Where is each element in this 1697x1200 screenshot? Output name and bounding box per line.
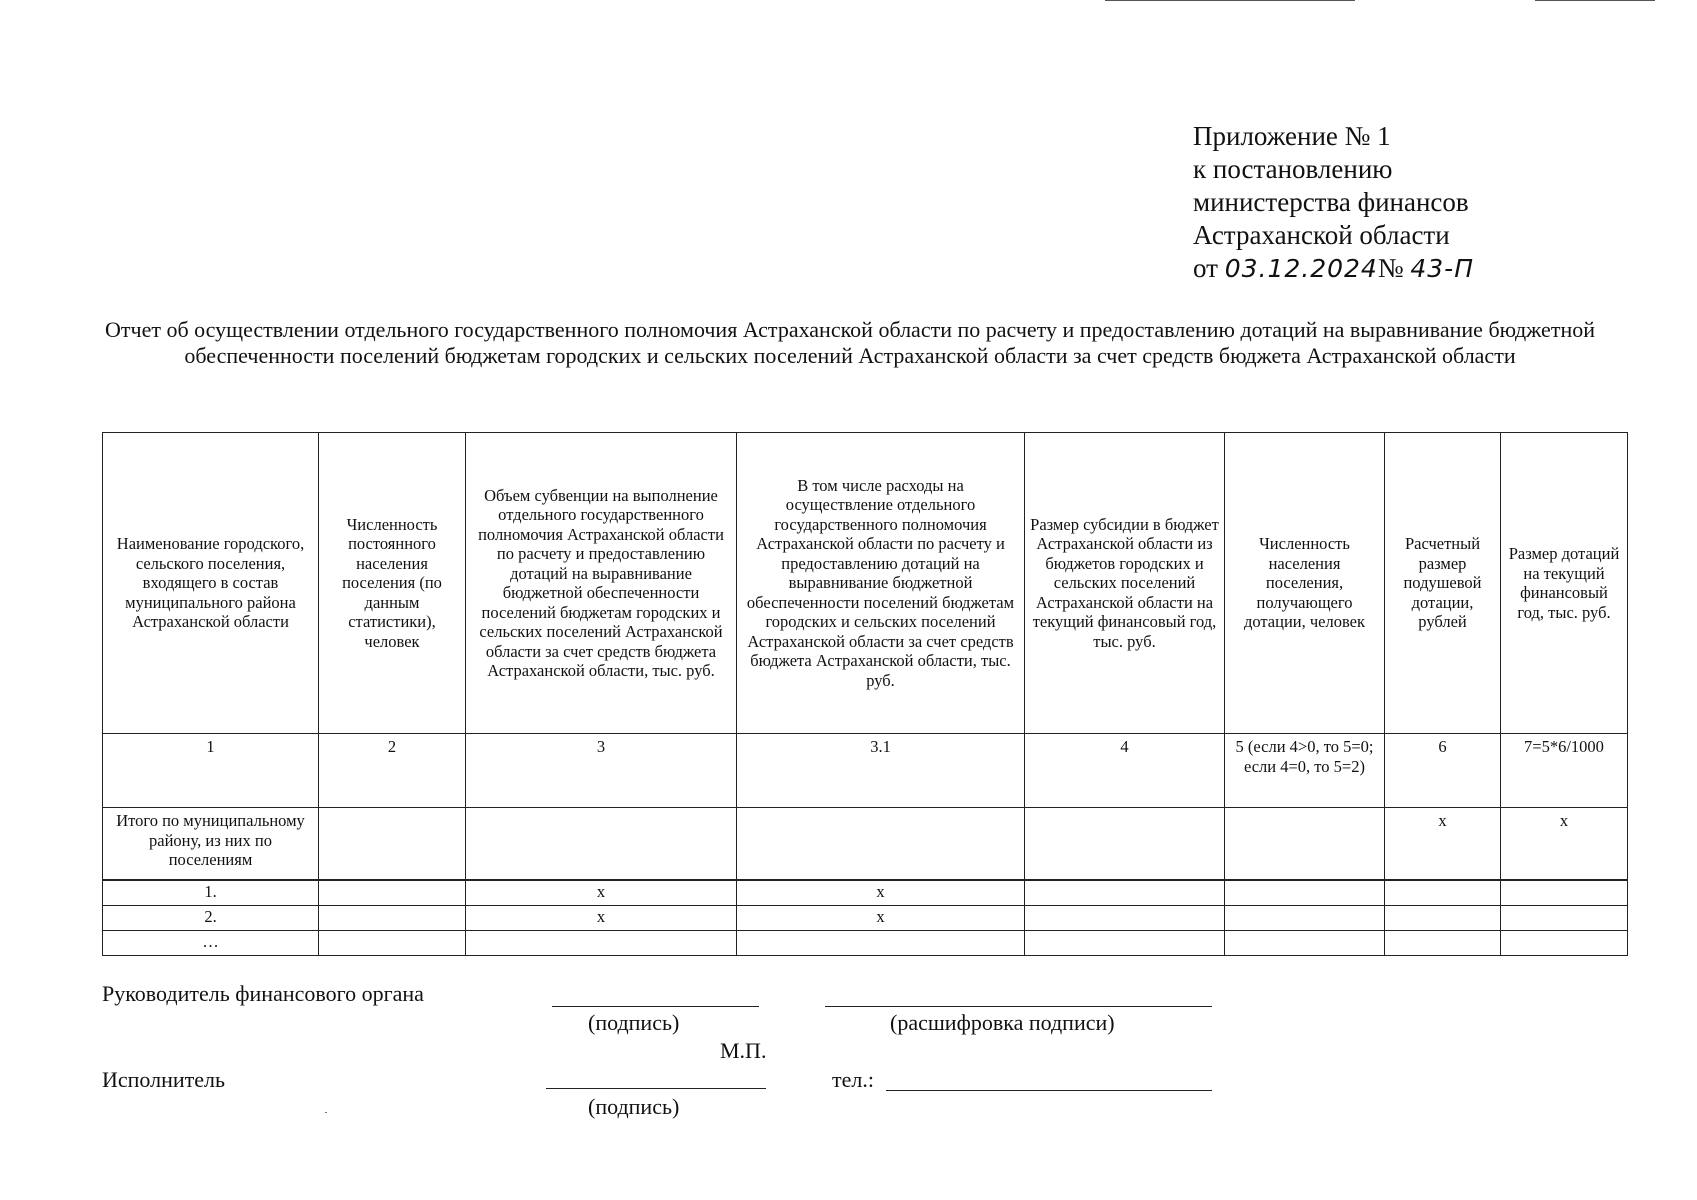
table-cell: x xyxy=(737,880,1025,906)
table-cell xyxy=(319,906,466,931)
signature-line xyxy=(552,1006,759,1007)
handwritten-date: 03.12.2024 xyxy=(1224,254,1378,283)
phone-label: тел.: xyxy=(832,1067,874,1092)
decipher-caption: (расшифровка подписи) xyxy=(890,1010,1115,1035)
executor-signature-caption: (подпись) xyxy=(588,1094,680,1119)
total-cell xyxy=(1025,808,1225,881)
total-cell xyxy=(466,808,737,881)
appendix-line-2: к постановлению xyxy=(1193,154,1393,184)
handwritten-number: 43-П xyxy=(1410,254,1474,283)
table-cell xyxy=(1025,906,1225,931)
total-row xyxy=(103,808,1628,881)
phone-line xyxy=(886,1090,1212,1091)
table-cell xyxy=(319,931,466,956)
appendix-line-1: Приложение № 1 xyxy=(1193,121,1391,151)
table-cell xyxy=(1501,931,1628,956)
table-cell xyxy=(1501,906,1628,931)
column-number: 7=5*6/1000 xyxy=(1501,734,1628,808)
table-row xyxy=(103,931,1628,956)
top-edge-line xyxy=(1105,0,1355,1)
appendix-date-line xyxy=(1193,252,1474,285)
stamp-mark: М.П. xyxy=(720,1038,767,1063)
table-cell xyxy=(1385,906,1501,931)
total-cell xyxy=(1225,808,1385,881)
column-number: 6 xyxy=(1385,734,1501,808)
top-edge-line xyxy=(1535,0,1655,1)
column-number: 5 (если 4>0, то 5=0; если 4=0, то 5=2) xyxy=(1225,734,1385,808)
table-cell: x xyxy=(466,880,737,906)
header-cell: Расчетный размер подушевой дотации, рублей xyxy=(1385,433,1501,734)
table-cell xyxy=(1025,880,1225,906)
table-cell xyxy=(1385,880,1501,906)
column-number-row xyxy=(103,734,1628,808)
table-cell xyxy=(1501,880,1628,906)
total-cell: x xyxy=(1385,808,1501,881)
header-cell: Численность постоянного населения поселения (по данным статистики), человек xyxy=(319,433,466,734)
header-cell: Наименование городского, сельского поселения, входящего в состав муниципального района Астраханской области xyxy=(103,433,319,734)
executor-signature-line xyxy=(546,1088,766,1089)
total-cell: Итого по муниципальному району, из них по поселениям xyxy=(103,808,319,881)
report-table xyxy=(102,432,1628,956)
table-cell: 1. xyxy=(103,880,319,906)
table-cell: x xyxy=(737,906,1025,931)
column-number: 3.1 xyxy=(737,734,1025,808)
head-of-finance-label: Руководитель финансового органа xyxy=(102,981,424,1006)
total-cell xyxy=(737,808,1025,881)
table-cell xyxy=(466,931,737,956)
table-cell xyxy=(737,931,1025,956)
header-cell: Объем субвенции на выполнение отдельного государственного полномочия Астраханской области по расчету и предоставлению дотаций на выравнивание бюджетной обеспеченности поселений бюджетам городских и сельских поселений Астраханской области за счет средств бюджета Астраханской области, тыс. руб. xyxy=(466,433,737,734)
date-prefix: от xyxy=(1193,253,1218,283)
appendix-line-3: министерства финансов xyxy=(1193,187,1469,217)
column-number: 1 xyxy=(103,734,319,808)
column-number: 3 xyxy=(466,734,737,808)
header-cell: Численность населения поселения, получающего дотации, человек xyxy=(1225,433,1385,734)
column-number: 4 xyxy=(1025,734,1225,808)
number-sign: № xyxy=(1377,253,1404,283)
table-cell xyxy=(319,880,466,906)
header-cell: Размер субсидии в бюджет Астраханской области из бюджетов городских и сельских поселений Астраханской области на текущий финансовый год, тыс. руб. xyxy=(1025,433,1225,734)
column-number: 2 xyxy=(319,734,466,808)
table-cell: 2. xyxy=(103,906,319,931)
table-cell: … xyxy=(103,931,319,956)
table-cell xyxy=(1385,931,1501,956)
executor-label: Исполнитель xyxy=(102,1067,226,1092)
table-cell: x xyxy=(466,906,737,931)
total-cell: x xyxy=(1501,808,1628,881)
decipher-line xyxy=(825,1006,1212,1007)
table-cell xyxy=(1225,931,1385,956)
header-row xyxy=(103,433,1628,734)
header-cell: Размер дотаций на текущий финансовый год, тыс. руб. xyxy=(1501,433,1628,734)
scan-speck xyxy=(325,1112,327,1113)
table-row xyxy=(103,906,1628,931)
appendix-line-4: Астраханской области xyxy=(1193,220,1450,250)
report-title: Отчет об осуществлении отдельного государственного полномочия Астраханской области по расчету и предоставлению дотаций на выравнивание бюджетной обеспеченности поселений бюджетам городских и сельских поселений Астраханской области за счет средств бюджета Астраханской области xyxy=(105,317,1595,368)
appendix-block xyxy=(1193,120,1474,285)
table-cell xyxy=(1025,931,1225,956)
table-cell xyxy=(1225,906,1385,931)
table-row xyxy=(103,880,1628,906)
table-cell xyxy=(1225,880,1385,906)
total-cell xyxy=(319,808,466,881)
header-cell: В том числе расходы на осуществление отдельного государственного полномочия Астраханской области по расчету и предоставлению дотаций на выравнивание бюджетной обеспеченности поселений бюджетам городских и сельских поселений Астраханской области за счет средств бюджета Астраханской области, тыс. руб. xyxy=(737,433,1025,734)
signature-caption: (подпись) xyxy=(588,1010,680,1035)
